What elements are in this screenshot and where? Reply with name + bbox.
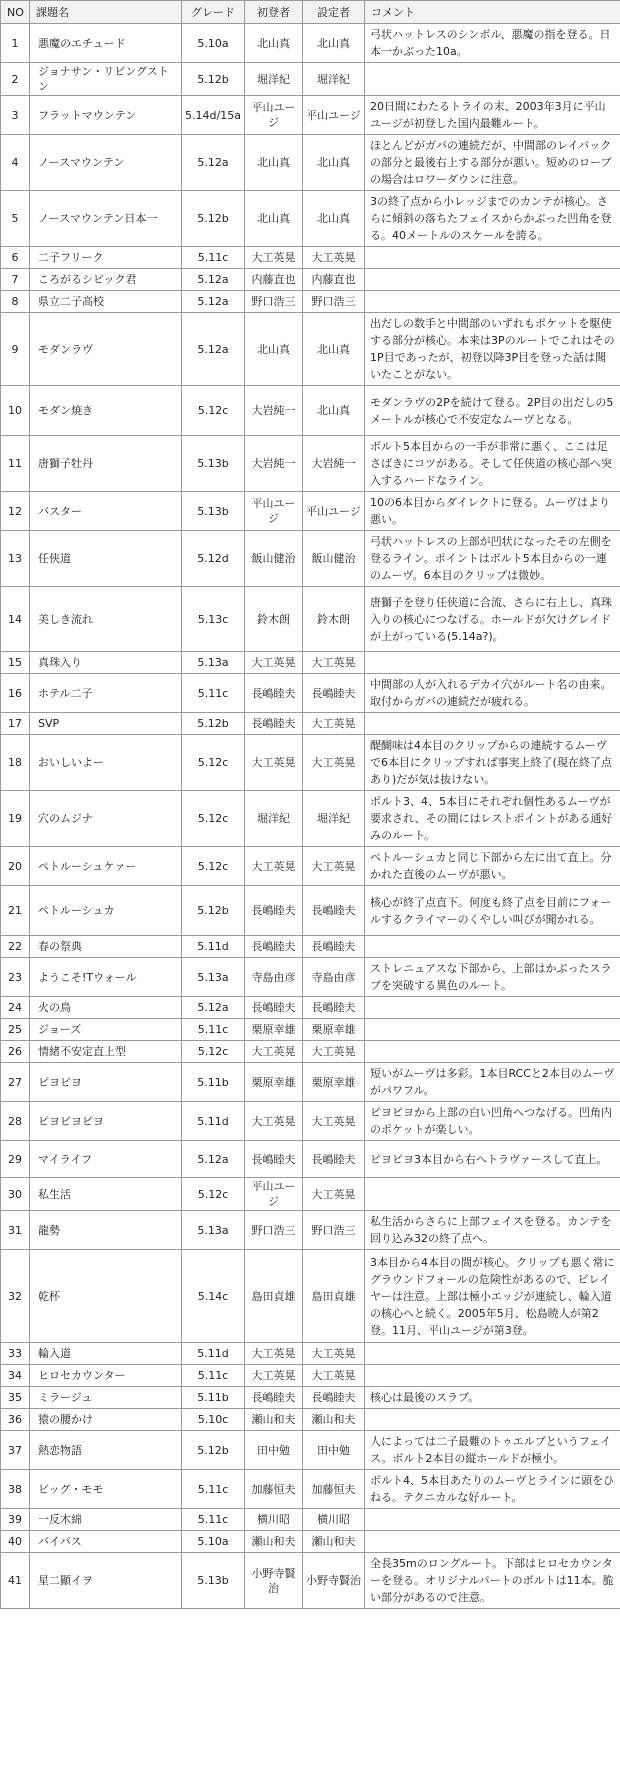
route-name: ミラージュ (30, 1387, 182, 1409)
route-first-ascent: 北山真 (245, 191, 303, 247)
route-comment (365, 1041, 620, 1063)
route-no: 38 (1, 1470, 30, 1509)
route-setter: 長嶋睦夫 (303, 1141, 365, 1178)
route-setter: 堀洋紀 (303, 63, 365, 96)
route-grade: 5.12c (182, 1178, 245, 1211)
route-name: フラットマウンテン (30, 96, 182, 135)
route-setter: 大岩純一 (303, 436, 365, 492)
route-first-ascent: 長嶋睦夫 (245, 713, 303, 735)
route-setter: 北山真 (303, 313, 365, 386)
route-no: 12 (1, 492, 30, 531)
route-first-ascent: 瀬山和夫 (245, 1409, 303, 1431)
route-comment: 3の終了点から小レッジまでのカンテが核心。さらに傾斜の落ちたフェイスからかぶった凹角を登る。40メートルのスケールを誇る。 (365, 191, 620, 247)
table-row (1, 386, 620, 436)
route-no: 26 (1, 1041, 30, 1063)
route-no: 3 (1, 96, 30, 135)
route-grade: 5.11c (182, 1019, 245, 1041)
route-no: 29 (1, 1141, 30, 1178)
route-grade: 5.11c (182, 247, 245, 269)
route-grade: 5.11c (182, 1365, 245, 1387)
route-comment (365, 652, 620, 674)
route-setter: 長嶋睦夫 (303, 886, 365, 936)
route-comment (365, 1531, 620, 1553)
route-grade: 5.12b (182, 1431, 245, 1470)
route-first-ascent: 島田貞雄 (245, 1250, 303, 1343)
table-row (1, 1553, 620, 1609)
route-grade: 5.12b (182, 886, 245, 936)
route-first-ascent: 長嶋睦夫 (245, 936, 303, 958)
route-no: 13 (1, 531, 30, 587)
table-row (1, 247, 620, 269)
route-setter: 大工英晃 (303, 1343, 365, 1365)
route-no: 15 (1, 652, 30, 674)
route-grade: 5.12c (182, 791, 245, 847)
route-first-ascent: 野口浩三 (245, 291, 303, 313)
route-no: 40 (1, 1531, 30, 1553)
table-row (1, 1102, 620, 1141)
table-row (1, 436, 620, 492)
header-setter: 設定者 (303, 1, 365, 24)
route-grade: 5.11d (182, 1102, 245, 1141)
route-no: 37 (1, 1431, 30, 1470)
route-name: マイライフ (30, 1141, 182, 1178)
table-row (1, 958, 620, 997)
route-grade: 5.11b (182, 1063, 245, 1102)
route-first-ascent: 長嶋睦夫 (245, 1141, 303, 1178)
route-name: ようこそ!Tウォール (30, 958, 182, 997)
table-row (1, 269, 620, 291)
route-first-ascent: 堀洋紀 (245, 63, 303, 96)
route-setter: 横川昭 (303, 1509, 365, 1531)
route-comment: 10の6本目からダイレクトに登る。ムーヴはより悪い。 (365, 492, 620, 531)
route-first-ascent: 北山真 (245, 135, 303, 191)
route-grade: 5.12b (182, 63, 245, 96)
route-setter: 瀬山和夫 (303, 1409, 365, 1431)
table-row (1, 1531, 620, 1553)
table-row (1, 886, 620, 936)
route-first-ascent: 大工英晃 (245, 847, 303, 886)
route-comment: 人によっては二子最難のトゥエルブというフェイス。ボルト2本目の縦ホールドが極小。 (365, 1431, 620, 1470)
route-grade: 5.12a (182, 291, 245, 313)
route-setter: 内藤直也 (303, 269, 365, 291)
route-name: おいしいよー (30, 735, 182, 791)
route-setter: 寺島由彦 (303, 958, 365, 997)
route-grade: 5.13a (182, 958, 245, 997)
route-setter: 栗原幸雄 (303, 1063, 365, 1102)
route-first-ascent: 大工英晃 (245, 1343, 303, 1365)
route-name: 県立二子高校 (30, 291, 182, 313)
route-comment (365, 1365, 620, 1387)
route-grade: 5.13b (182, 436, 245, 492)
route-setter: 島田貞雄 (303, 1250, 365, 1343)
route-grade: 5.12d (182, 531, 245, 587)
route-grade: 5.12b (182, 191, 245, 247)
route-first-ascent: 大工英晃 (245, 1041, 303, 1063)
route-name: 星二顯イヲ (30, 1553, 182, 1609)
table-row (1, 1178, 620, 1211)
table-row (1, 1250, 620, 1343)
route-name: バイパス (30, 1531, 182, 1553)
route-no: 41 (1, 1553, 30, 1609)
route-first-ascent: 堀洋紀 (245, 791, 303, 847)
route-grade: 5.13a (182, 652, 245, 674)
route-comment (365, 936, 620, 958)
table-row (1, 96, 620, 135)
route-name: モダン焼き (30, 386, 182, 436)
table-row (1, 492, 620, 531)
route-first-ascent: 栗原幸雄 (245, 1019, 303, 1041)
route-grade: 5.12c (182, 735, 245, 791)
route-setter: 加藤恒夫 (303, 1470, 365, 1509)
route-comment: 核心は最後のスラブ。 (365, 1387, 620, 1409)
route-first-ascent: 平山ユージ (245, 492, 303, 531)
route-name: 輪入道 (30, 1343, 182, 1365)
route-name: 乾杯 (30, 1250, 182, 1343)
route-setter: 野口浩三 (303, 291, 365, 313)
route-grade: 5.14d/15a (182, 96, 245, 135)
route-name: 二子フリーク (30, 247, 182, 269)
route-no: 21 (1, 886, 30, 936)
route-comment (365, 1178, 620, 1211)
table-row (1, 713, 620, 735)
route-grade: 5.12a (182, 135, 245, 191)
route-name: 任侠道 (30, 531, 182, 587)
route-grade: 5.10a (182, 1531, 245, 1553)
route-no: 10 (1, 386, 30, 436)
route-setter: 大工英晃 (303, 1178, 365, 1211)
route-comment: ボルト5本目からの一手が非常に悪く、ここは足さばきにコツがある。そして任侠道の核心部へ突入するハードなライン。 (365, 436, 620, 492)
route-name: ビッグ・モモ (30, 1470, 182, 1509)
route-no: 5 (1, 191, 30, 247)
table-row (1, 191, 620, 247)
route-no: 24 (1, 997, 30, 1019)
table-row (1, 735, 620, 791)
route-no: 33 (1, 1343, 30, 1365)
route-setter: 長嶋睦夫 (303, 936, 365, 958)
route-comment: ボルト4、5本目あたりのムーヴとラインに頭をひねる。テクニカルな好ルート。 (365, 1470, 620, 1509)
route-setter: 北山真 (303, 386, 365, 436)
route-setter: 堀洋紀 (303, 791, 365, 847)
route-name: 熱恋物語 (30, 1431, 182, 1470)
header-first-ascent: 初登者 (245, 1, 303, 24)
route-comment: 私生活からさらに上部フェイスを登る。カンテを回り込み32の終了点へ。 (365, 1211, 620, 1250)
route-comment (365, 247, 620, 269)
table-row (1, 1041, 620, 1063)
route-setter: 長嶋睦夫 (303, 674, 365, 713)
route-no: 28 (1, 1102, 30, 1141)
route-no: 1 (1, 24, 30, 63)
route-name: 真珠入り (30, 652, 182, 674)
route-setter: 大工英晃 (303, 1365, 365, 1387)
route-comment (365, 1019, 620, 1041)
route-no: 32 (1, 1250, 30, 1343)
table-row (1, 997, 620, 1019)
route-comment: 短いがムーヴは多彩。1本目RCCと2本目のムーヴがパワフル。 (365, 1063, 620, 1102)
route-name: ノースマウンテン日本一 (30, 191, 182, 247)
table-row (1, 847, 620, 886)
route-first-ascent: 大工英晃 (245, 247, 303, 269)
route-no: 16 (1, 674, 30, 713)
route-setter: 大工英晃 (303, 247, 365, 269)
route-grade: 5.12c (182, 386, 245, 436)
route-name: ペトルーシュカ (30, 886, 182, 936)
route-grade: 5.12a (182, 997, 245, 1019)
route-setter: 大工英晃 (303, 735, 365, 791)
route-grade: 5.13c (182, 587, 245, 652)
route-no: 22 (1, 936, 30, 958)
route-grade: 5.12c (182, 1041, 245, 1063)
route-first-ascent: 野口浩三 (245, 1211, 303, 1250)
route-comment: 3本目から4本目の間が核心。クリップも悪く常にグラウンドフォールの危険性があるので、ビレイヤーは注意。上部は極小エッジが連続し、輪入道の核心へと続く。2005年5月、松島暁人が第2登。11月、平山ユージが第3登。 (365, 1250, 620, 1343)
route-comment: モダンラヴの2Pを続けて登る。2P目の出だしの5メートルが核心で不安定なムーヴとなる。 (365, 386, 620, 436)
table-row (1, 1211, 620, 1250)
route-comment: 唐獅子を登り任侠道に合流、さらに右上し、真珠入りの核心につなげる。ホールドが欠けグレイドが上がっている(5.14a?)。 (365, 587, 620, 652)
table-body (1, 24, 620, 1609)
route-name: 一反木綿 (30, 1509, 182, 1531)
route-first-ascent: 北山真 (245, 24, 303, 63)
route-first-ascent: 田中勉 (245, 1431, 303, 1470)
route-setter: 大工英晃 (303, 1041, 365, 1063)
table-row (1, 1063, 620, 1102)
route-setter: 長嶋睦夫 (303, 1387, 365, 1409)
route-first-ascent: 寺島由彦 (245, 958, 303, 997)
route-setter: 大工英晃 (303, 652, 365, 674)
table-row (1, 531, 620, 587)
route-name: ペトルーシュケァー (30, 847, 182, 886)
route-setter: 瀬山和夫 (303, 1531, 365, 1553)
table-row (1, 313, 620, 386)
route-first-ascent: 長嶋睦夫 (245, 1387, 303, 1409)
route-first-ascent: 平山ユージ (245, 96, 303, 135)
route-setter: 大工英晃 (303, 847, 365, 886)
route-grade: 5.13b (182, 492, 245, 531)
route-name: ホテル二子 (30, 674, 182, 713)
route-no: 4 (1, 135, 30, 191)
route-no: 8 (1, 291, 30, 313)
route-comment: ピヨピヨ3本目から右へトラヴァースして直上。 (365, 1141, 620, 1178)
route-setter: 長嶋睦夫 (303, 997, 365, 1019)
route-grade: 5.11c (182, 1509, 245, 1531)
route-name: ノースマウンテン (30, 135, 182, 191)
route-no: 25 (1, 1019, 30, 1041)
route-grade: 5.11d (182, 936, 245, 958)
route-setter: 飯山健治 (303, 531, 365, 587)
table-row (1, 1431, 620, 1470)
route-no: 9 (1, 313, 30, 386)
route-comment: 中間部の人が入れるデカイ穴がルート名の由来。取付からガバの連続だが疲れる。 (365, 674, 620, 713)
route-name: SVP (30, 713, 182, 735)
route-setter: 平山ユージ (303, 96, 365, 135)
route-first-ascent: 北山真 (245, 313, 303, 386)
route-setter: 北山真 (303, 135, 365, 191)
route-comment: ほとんどがガバの連続だが、中間部のレイバックの部分と最後右上する部分が悪い。短めのロープの場合はロワーダウンに注意。 (365, 135, 620, 191)
table-row (1, 1019, 620, 1041)
route-comment (365, 1509, 620, 1531)
route-grade: 5.12a (182, 313, 245, 386)
route-comment: 弓状ハットレスのシンボル、悪魔の指を登る。日本一かぶった10a。 (365, 24, 620, 63)
route-no: 27 (1, 1063, 30, 1102)
header-name: 課題名 (30, 1, 182, 24)
route-grade: 5.12a (182, 1141, 245, 1178)
route-comment (365, 269, 620, 291)
route-name: モダンラヴ (30, 313, 182, 386)
route-no: 36 (1, 1409, 30, 1431)
route-comment: 全長35mのロングルート。下部はヒロセカウンターを登る。オリジナルパートのボルトは11本。脆い部分があるので注意。 (365, 1553, 620, 1609)
route-grade: 5.14c (182, 1250, 245, 1343)
route-comment: ペトルーシュカと同じ下部から左に出て直上。分かれた直後のムーヴが悪い。 (365, 847, 620, 886)
route-first-ascent: 飯山健治 (245, 531, 303, 587)
route-comment: 弓状ハットレスの上部が凹状になったその左側を登るライン。ポイントはボルト5本目からの一連のムーヴ。6本目のクリップは微妙。 (365, 531, 620, 587)
route-no: 17 (1, 713, 30, 735)
route-comment (365, 291, 620, 313)
route-comment: 醍醐味は4本目のクリップからの連続するムーヴで6本目にクリップすれば事実上終了(現在終了点あり)だが気は抜けない。 (365, 735, 620, 791)
route-no: 31 (1, 1211, 30, 1250)
table-row (1, 1387, 620, 1409)
table-row (1, 291, 620, 313)
route-first-ascent: 大岩純一 (245, 386, 303, 436)
route-no: 19 (1, 791, 30, 847)
route-first-ascent: 内藤直也 (245, 269, 303, 291)
route-comment (365, 713, 620, 735)
route-name: 美しき流れ (30, 587, 182, 652)
route-no: 35 (1, 1387, 30, 1409)
route-grade: 5.13a (182, 1211, 245, 1250)
table-row (1, 1365, 620, 1387)
route-no: 23 (1, 958, 30, 997)
route-name: ジョナサン・リビングストン (30, 63, 182, 96)
route-no: 18 (1, 735, 30, 791)
route-first-ascent: 栗原幸雄 (245, 1063, 303, 1102)
route-first-ascent: 大工英晃 (245, 1102, 303, 1141)
route-comment (365, 63, 620, 96)
table-row (1, 63, 620, 96)
table-row (1, 1409, 620, 1431)
route-setter: 小野寺賢治 (303, 1553, 365, 1609)
route-first-ascent: 長嶋睦夫 (245, 674, 303, 713)
route-setter: 大工英晃 (303, 713, 365, 735)
route-name: 私生活 (30, 1178, 182, 1211)
route-setter: 鈴木朗 (303, 587, 365, 652)
route-name: 情緒不安定直上型 (30, 1041, 182, 1063)
route-grade: 5.11d (182, 1343, 245, 1365)
header-grade: グレード (182, 1, 245, 24)
route-name: ピヨピヨピヨ (30, 1102, 182, 1141)
table-header-row (1, 1, 620, 24)
route-comment: 核心が終了点直下。何度も終了点を目前にフォールするクライマーのくやしい叫びが聞かれる。 (365, 886, 620, 936)
table-row (1, 587, 620, 652)
route-grade: 5.11c (182, 674, 245, 713)
route-name: 猿の腰かけ (30, 1409, 182, 1431)
table-row (1, 652, 620, 674)
route-first-ascent: 大岩純一 (245, 436, 303, 492)
route-no: 11 (1, 436, 30, 492)
table-row (1, 24, 620, 63)
route-first-ascent: 長嶋睦夫 (245, 997, 303, 1019)
header-comment: コメント (365, 1, 620, 24)
route-first-ascent: 大工英晃 (245, 652, 303, 674)
route-comment: ストレニュアスな下部から、上部はかぶったスラブを突破する異色のルート。 (365, 958, 620, 997)
table-row (1, 936, 620, 958)
route-first-ascent: 鈴木朗 (245, 587, 303, 652)
route-name: ジョーズ (30, 1019, 182, 1041)
route-no: 2 (1, 63, 30, 96)
route-name: 春の祭典 (30, 936, 182, 958)
route-grade: 5.12c (182, 847, 245, 886)
route-name: 龍勢 (30, 1211, 182, 1250)
route-no: 39 (1, 1509, 30, 1531)
route-grade: 5.10a (182, 24, 245, 63)
table-row (1, 1343, 620, 1365)
route-grade: 5.11c (182, 1470, 245, 1509)
table-row (1, 1509, 620, 1531)
route-first-ascent: 小野寺賢治 (245, 1553, 303, 1609)
route-comment: ピヨピヨから上部の白い凹角へつなげる。凹角内のポケットが楽しい。 (365, 1102, 620, 1141)
route-comment (365, 1409, 620, 1431)
route-first-ascent: 大工英晃 (245, 1365, 303, 1387)
header-no: NO (1, 1, 30, 24)
route-setter: 栗原幸雄 (303, 1019, 365, 1041)
route-name: ヒロセカウンター (30, 1365, 182, 1387)
route-setter: 大工英晃 (303, 1102, 365, 1141)
route-no: 14 (1, 587, 30, 652)
table-row (1, 135, 620, 191)
route-comment (365, 997, 620, 1019)
route-name: 悪魔のエチュード (30, 24, 182, 63)
route-first-ascent: 大工英晃 (245, 735, 303, 791)
route-no: 7 (1, 269, 30, 291)
route-no: 20 (1, 847, 30, 886)
route-no: 34 (1, 1365, 30, 1387)
route-name: 穴のムジナ (30, 791, 182, 847)
route-no: 6 (1, 247, 30, 269)
route-grade: 5.11b (182, 1387, 245, 1409)
route-first-ascent: 長嶋睦夫 (245, 886, 303, 936)
route-setter: 北山真 (303, 24, 365, 63)
route-comment: 出だしの数手と中間部のいずれもポケットを駆使する部分が核心。本来は3Pのルートでこれはその1P目であったが、初登以降3P目を登った話は聞いたことがない。 (365, 313, 620, 386)
route-name: 火の鳥 (30, 997, 182, 1019)
table-row (1, 1141, 620, 1178)
route-setter: 平山ユージ (303, 492, 365, 531)
route-setter: 北山真 (303, 191, 365, 247)
route-name: ころがるシビック君 (30, 269, 182, 291)
table-row (1, 674, 620, 713)
route-comment: ボルト3、4、5本目にそれぞれ個性あるムーヴが要求され、その間にはレストポイントがある通好みのルート。 (365, 791, 620, 847)
route-name: 唐獅子牡丹 (30, 436, 182, 492)
route-first-ascent: 横川昭 (245, 1509, 303, 1531)
route-comment (365, 1343, 620, 1365)
route-first-ascent: 加藤恒夫 (245, 1470, 303, 1509)
route-no: 30 (1, 1178, 30, 1211)
route-name: バスター (30, 492, 182, 531)
route-comment: 20日間にわたるトライの末、2003年3月に平山ユージが初登した国内最難ルート。 (365, 96, 620, 135)
route-grade: 5.12a (182, 269, 245, 291)
route-first-ascent: 平山ユージ (245, 1178, 303, 1211)
table-row (1, 791, 620, 847)
route-grade: 5.10c (182, 1409, 245, 1431)
route-name: ピヨピヨ (30, 1063, 182, 1102)
route-first-ascent: 瀬山和夫 (245, 1531, 303, 1553)
route-grade: 5.12b (182, 713, 245, 735)
route-setter: 野口浩三 (303, 1211, 365, 1250)
route-grade: 5.13b (182, 1553, 245, 1609)
table-row (1, 1470, 620, 1509)
route-setter: 田中勉 (303, 1431, 365, 1470)
